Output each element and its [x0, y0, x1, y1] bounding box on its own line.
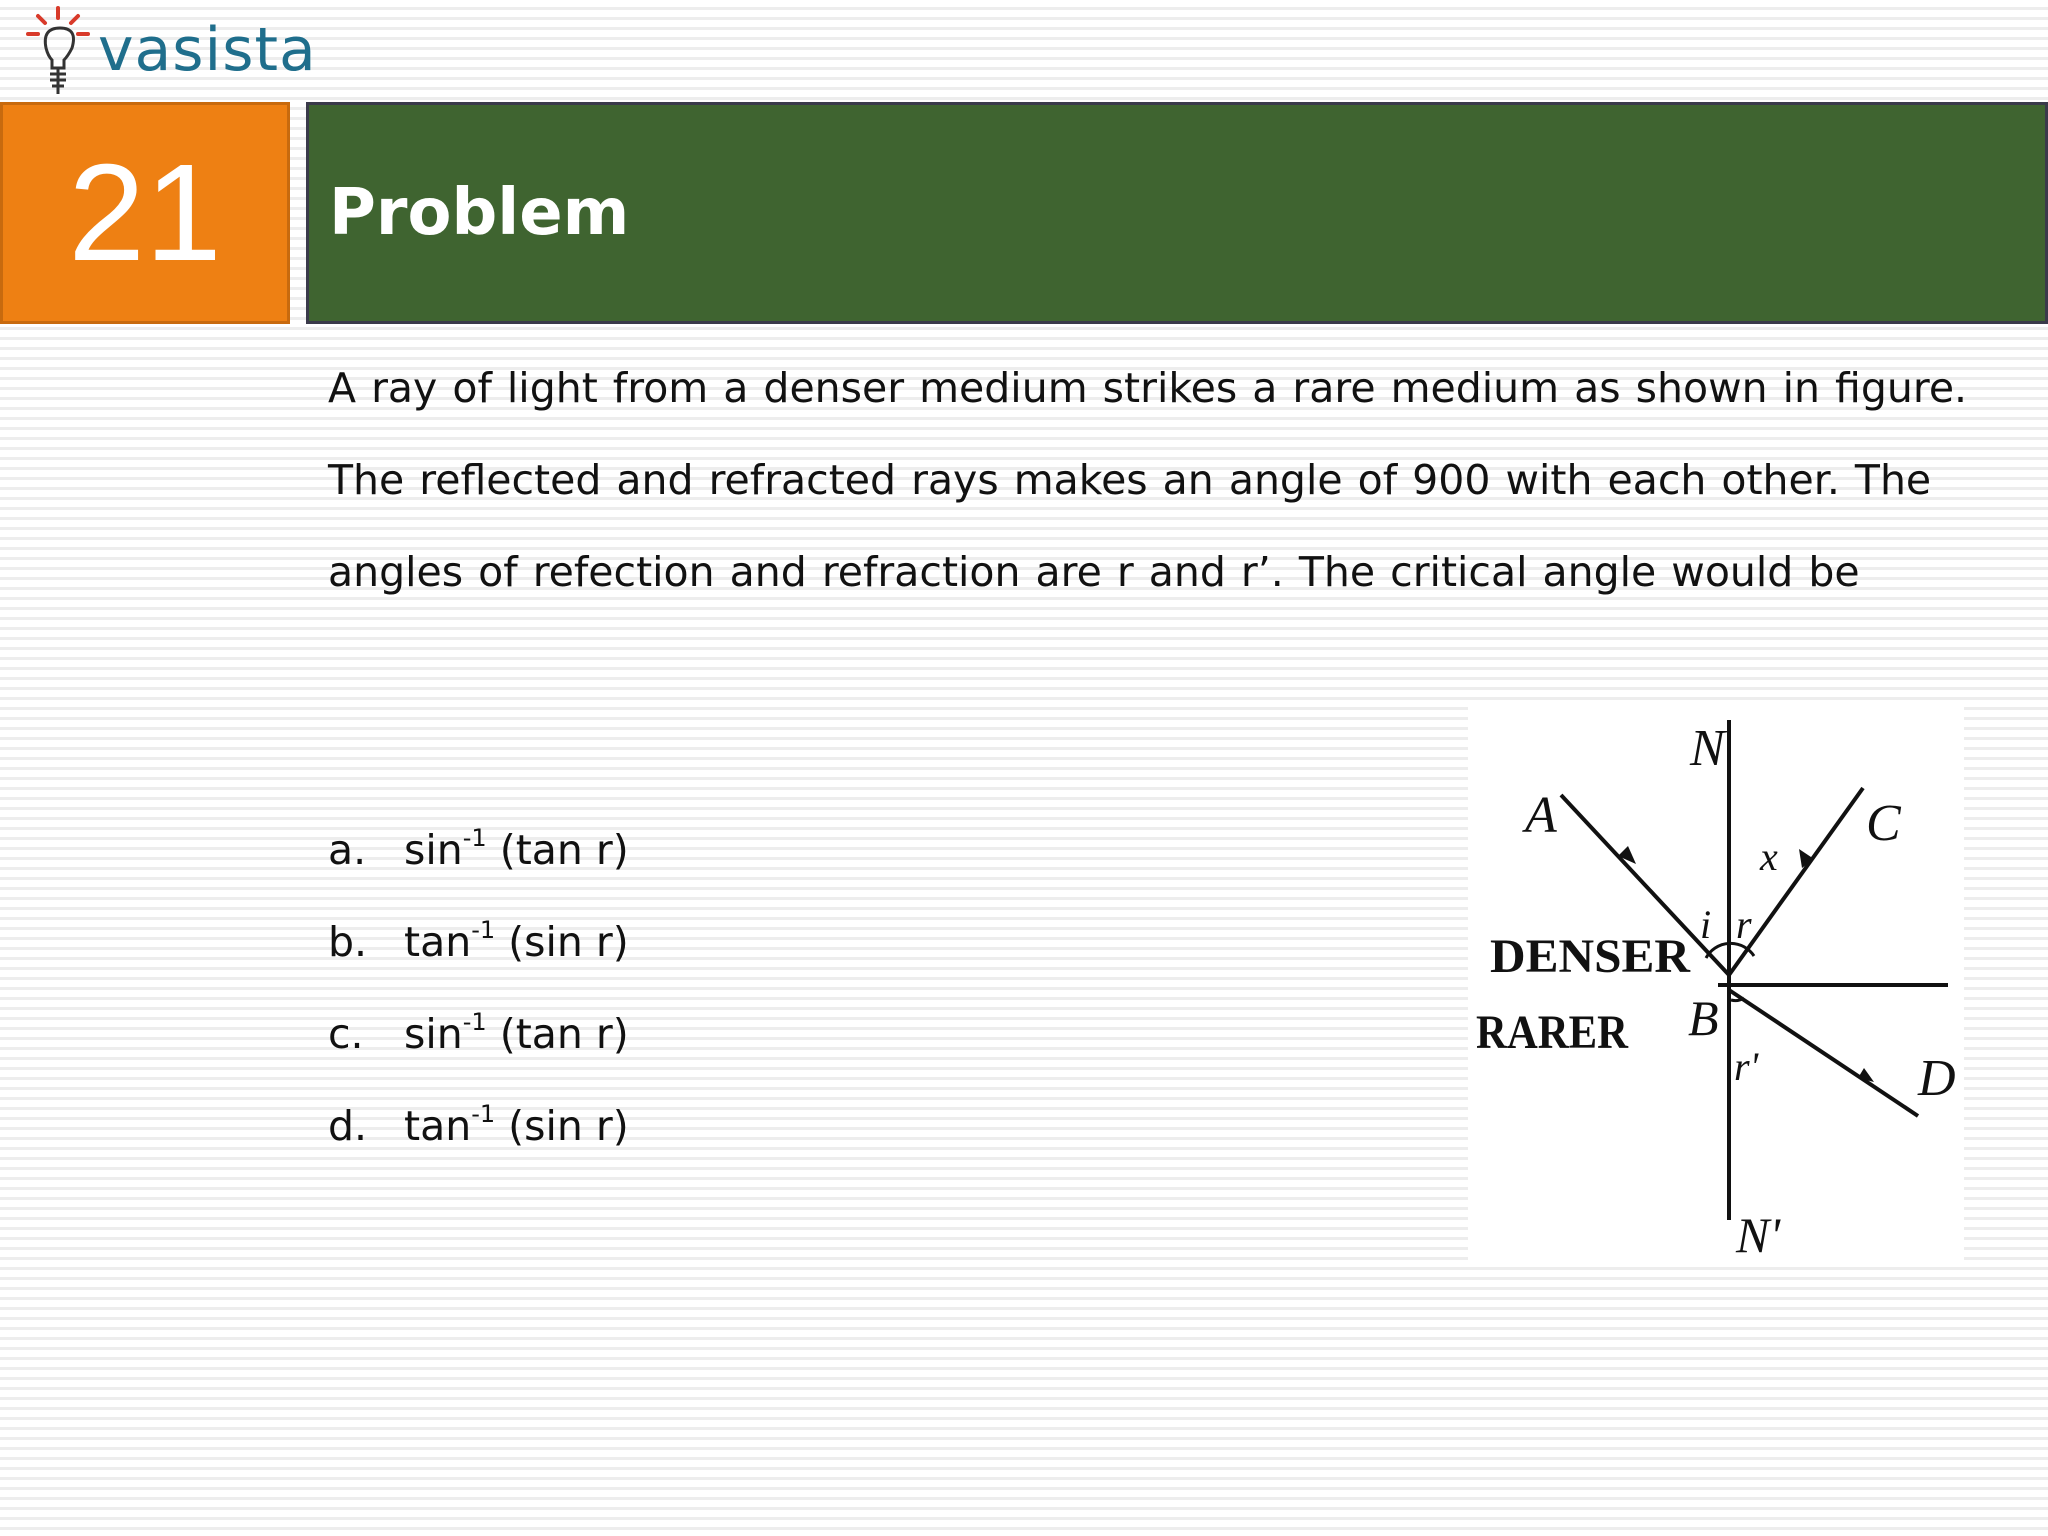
- option-letter: a.: [328, 826, 367, 874]
- slide-title: Problem: [329, 176, 630, 250]
- option-b: [328, 896, 629, 988]
- label-angle-i: i: [1700, 902, 1712, 947]
- option-func: sin: [404, 826, 463, 874]
- slide-number: 21: [68, 136, 222, 290]
- vasista-logo: [18, 2, 317, 98]
- option-exponent: -1: [462, 1008, 487, 1036]
- slide-number-box: [0, 102, 290, 324]
- refraction-figure: [1468, 700, 1964, 1265]
- label-angle-x: x: [1760, 834, 1778, 879]
- option-letter: c.: [328, 1010, 364, 1058]
- label-ray-d: D: [1918, 1050, 1956, 1107]
- option-arg: (sin r): [495, 1102, 629, 1150]
- label-denser: DENSER: [1490, 930, 1692, 983]
- option-d: [328, 1080, 629, 1172]
- option-letter: d.: [328, 1102, 368, 1150]
- logo-wordmark: vasista: [98, 15, 317, 85]
- label-ray-a: A: [1525, 787, 1557, 844]
- label-angle-r-prime: r': [1734, 1044, 1759, 1089]
- option-func: sin: [404, 1010, 463, 1058]
- option-exponent: -1: [471, 916, 496, 944]
- option-arg: (tan r): [486, 826, 629, 874]
- label-normal-bottom: N': [1736, 1207, 1781, 1263]
- refraction-diagram: [1468, 700, 1964, 1265]
- option-arg: (sin r): [495, 918, 629, 966]
- option-func: tan: [404, 918, 472, 966]
- label-normal-top: N: [1690, 720, 1725, 777]
- lightbulb-icon: [18, 2, 108, 98]
- label-angle-r: r: [1736, 902, 1752, 947]
- question-text: A ray of light from a denser medium strikes a rare medium as shown in figure. The reflected and refracted rays makes an angle of 900 with each other. The angles of refection and refraction are r and r’. The critical angle would be: [328, 364, 1968, 596]
- option-a: [328, 804, 629, 896]
- option-func: tan: [404, 1102, 472, 1150]
- option-letter: b.: [328, 918, 368, 966]
- options-list: [328, 804, 629, 1172]
- label-ray-c: C: [1866, 795, 1901, 852]
- option-exponent: -1: [462, 824, 487, 852]
- title-bar: [306, 102, 2048, 324]
- option-exponent: -1: [471, 1100, 496, 1128]
- label-rarer: RARER: [1476, 1006, 1630, 1059]
- option-arg: (tan r): [486, 1010, 629, 1058]
- label-point-b: B: [1688, 990, 1719, 1046]
- option-c: [328, 988, 629, 1080]
- refraction-arc: [1731, 998, 1744, 1001]
